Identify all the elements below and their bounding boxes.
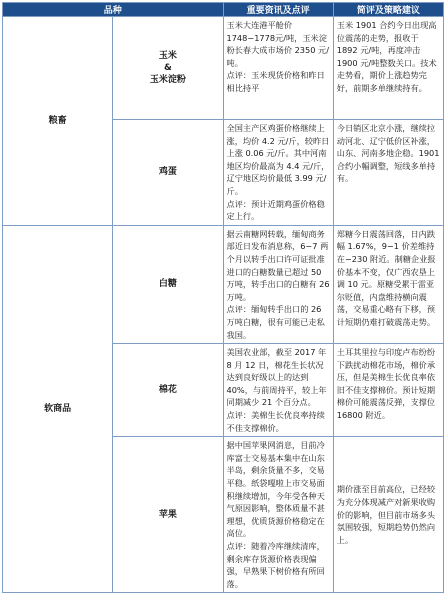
- news-cell: [223, 437, 333, 593]
- commentary-cell: 土耳其里拉与印度卢布纷纷下跌扰动棉花市场，棉价承压，但是美棉生长优良率依旧不佳支撑棉价。预计短期棉价可能震荡反弹，支撑位 16800 附近。: [333, 344, 443, 437]
- futures-report: [2, 2, 444, 593]
- commodity-table: [2, 2, 444, 593]
- variety-cell: 苹果: [113, 437, 223, 593]
- variety-name-2: 玉米淀粉: [149, 75, 186, 85]
- news-text: 据中国苹果网消息，目前冷库富士交易基本集中在山东半岛，剩余货量不多，交易平稳。纸袋嘎啦上市交易面积继续增加，今年受各种天气原因影响，整体质量不甚理想，优质货源价格稳定在高位。: [226, 440, 325, 539]
- news-cell: [223, 344, 333, 437]
- variety-cell: 鸡蛋: [113, 120, 223, 226]
- news-comment: 点评：美棉生长优良率持续不佳支撑棉价。: [226, 410, 325, 433]
- commentary-cell: 玉米 1901 合约今日出现高位震荡的走势，报收于 1892 元/吨，再度冲击 1900 元/吨整数关口。技术走势看，期价上涨趋势完好，前期多单继续持有。: [333, 17, 443, 120]
- news-comment: 点评：预计近期鸡蛋价格稳定上行。: [226, 198, 325, 222]
- header-category: 品种: [3, 3, 224, 17]
- news-cell: [223, 17, 333, 120]
- header-commentary: 简评及策略建议: [333, 3, 443, 17]
- variety-name: 玉米: [158, 51, 177, 61]
- news-text: 美国农业部，截至 2017 年 8 月 12 日，棉花生长状况达到良好级以上的达到 40%，与前周持平，较上年同期减少 21 个百分点。: [226, 347, 327, 408]
- header-row: [3, 3, 444, 17]
- news-comment: 点评：随着冷库继续清库，剩余库存货源价格表现偏强，早熟果下树价格有所回落。: [226, 541, 325, 589]
- table-row: [3, 17, 444, 120]
- variety-cell: 棉花: [113, 344, 223, 437]
- category-cell: 粮畜: [3, 17, 113, 226]
- news-text: 玉米大连港平舱价1748−1778元/吨，玉米淀粉长春大成市场价 2350 元/吨。: [226, 20, 329, 68]
- header-news: 重要资讯及点评: [223, 3, 333, 17]
- table-row: [3, 225, 444, 343]
- news-comment: 点评：缅甸转手出口的 26 万吨白糖，很有可能已走私我国。: [226, 304, 325, 340]
- commentary-cell: 今日销区北京小涨，继续拉动河北、辽宁低价区补涨，山东、河南多地企稳。1901 合约小幅调整，短线多单持有。: [333, 120, 443, 226]
- news-text: 全国主产区鸡蛋价格继续上涨，均价 4.2 元/斤，较昨日上涨 0.06 元/斤。其中河南地区均价最高为 4.4 元/斤，辽宁地区均价最低 3.99 元/斤。: [226, 123, 330, 196]
- commentary-cell: 郑糖今日震荡回落，日内跌幅 1.67%，9−1 价差维持在−230 附近。制糖企业报价基本不变，仅广西农垦上调 10 元。原糖受累于雷亚尔贬值，内盘维持横向震荡，交易重心略有下移，预计短期仍难打破震荡走势。: [333, 225, 443, 343]
- variety-cell: [113, 17, 223, 120]
- news-cell: [223, 225, 333, 343]
- category-cell: 软商品: [3, 225, 113, 593]
- news-comment: 点评：玉米现货价格和昨日相比持平: [226, 70, 325, 93]
- news-text: 据云南糖网转载，缅甸商务部近日发布消息称，6−7 两个月以转手出口许可证批准进口的白糖数量已超过 50 万吨，转手出口的白糖有 26 万吨。: [226, 228, 330, 302]
- variety-cell: 白糖: [113, 225, 223, 343]
- variety-ampersand: &: [163, 63, 172, 73]
- commentary-cell: 期价涨至目前高位，已经较为充分体现减产对新果收购价的影响，但目前市场多头氛围较强，短期趋势仍然向上。: [333, 437, 443, 593]
- news-cell: [223, 120, 333, 226]
